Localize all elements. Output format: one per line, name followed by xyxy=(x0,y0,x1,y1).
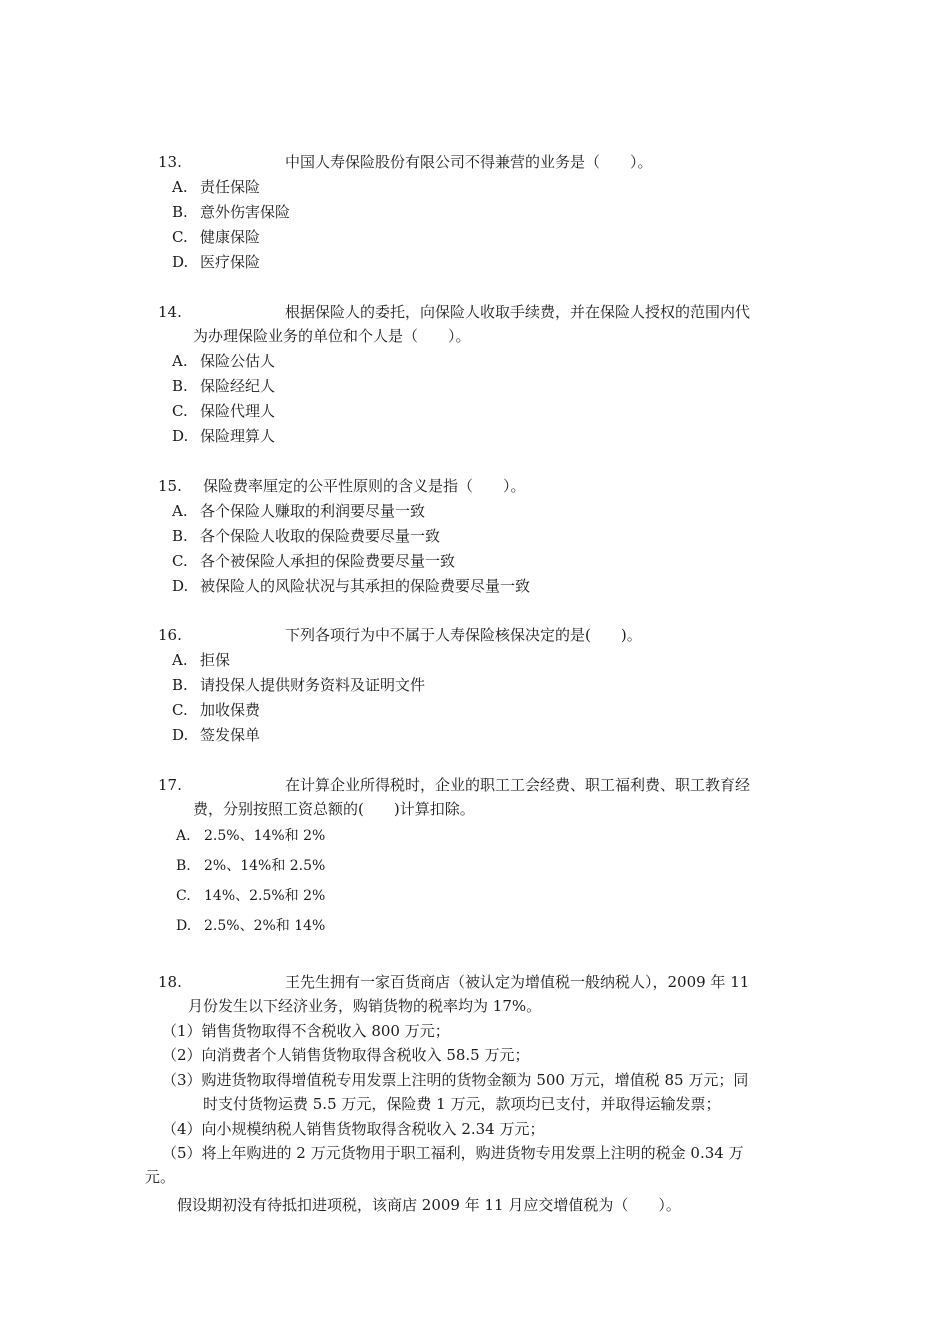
question-17-option-c: C. 14%、2.5%和 2% xyxy=(176,888,326,904)
question-13-option-a: A. 责任保险 xyxy=(172,178,261,196)
question-18-item-1: （1）销售货物取得不含税收入 800 万元； xyxy=(162,1022,450,1040)
question-14-stem-line-1: 根据保险人的委托，向保险人收取手续费，并在保险人授权的范围内代 xyxy=(285,303,751,321)
question-16-option-d: D. 签发保单 xyxy=(172,726,261,744)
question-16-option-a: A. 拒保 xyxy=(172,651,231,669)
question-14-stem-line-2: 为办理保险业务的单位和个人是（ ）。 xyxy=(193,327,471,345)
question-14-option-d: D. 保险理算人 xyxy=(172,427,276,445)
question-13-option-b: B. 意外伤害保险 xyxy=(172,203,291,221)
question-13-option-c: C. 健康保险 xyxy=(172,228,261,246)
question-17-option-d: D. 2.5%、2%和 14% xyxy=(176,918,326,934)
question-14-option-b: B. 保险经纪人 xyxy=(172,377,276,395)
question-17-stem-line-1: 在计算企业所得税时，企业的职工工会经费、职工福利费、职工教育经 xyxy=(285,776,751,794)
question-18-item-5-continued: 元。 xyxy=(145,1168,176,1186)
question-16-option-c: C. 加收保费 xyxy=(172,701,261,719)
question-15-number: 15. xyxy=(158,477,182,495)
question-18-item-2: （2）向消费者个人销售货物取得含税收入 58.5 万元； xyxy=(162,1046,530,1064)
question-15-stem: 保险费率厘定的公平性原则的含义是指（ ）。 xyxy=(203,477,526,495)
question-15-option-d: D. 被保险人的风险状况与其承担的保险费要尽量一致 xyxy=(172,577,531,595)
question-14-option-a: A. 保险公估人 xyxy=(172,352,276,370)
question-18-stem-line-1: 王先生拥有一家百货商店（被认定为增值税一般纳税人），2009 年 11 xyxy=(285,973,750,991)
question-17-number: 17. xyxy=(158,776,182,794)
question-17-stem-line-2: 费，分别按照工资总额的( )计算扣除。 xyxy=(193,800,475,818)
question-14-option-c: C. 保险代理人 xyxy=(172,402,276,420)
question-14-number: 14. xyxy=(158,303,182,321)
question-17-option-b: B. 2%、14%和 2.5% xyxy=(176,858,326,874)
question-13-stem: 中国人寿保险股份有限公司不得兼营的业务是（ ）。 xyxy=(285,153,653,171)
question-15-option-b: B. 各个保险人收取的保险费要尽量一致 xyxy=(172,527,441,545)
question-18-item-3: （3）购进货物取得增值税专用发票上注明的货物金额为 500 万元，增值税 85 万元；同 xyxy=(162,1071,749,1089)
question-18-closing: 假设期初没有待抵扣进项税，该商店 2009 年 11 月应交增值税为（ ）。 xyxy=(177,1196,681,1214)
question-15-option-c: C. 各个被保险人承担的保险费要尽量一致 xyxy=(172,552,456,570)
question-18-item-3-continued: 时支付货物运费 5.5 万元，保险费 1 万元，款项均已支付，并取得运输发票； xyxy=(203,1095,721,1113)
question-13-number: 13. xyxy=(158,153,182,171)
question-16-number: 16. xyxy=(158,626,182,644)
question-17-option-a: A. 2.5%、14%和 2% xyxy=(176,828,326,844)
question-16-option-b: B. 请投保人提供财务资料及证明文件 xyxy=(172,676,426,694)
question-18-item-5: （5）将上年购进的 2 万元货物用于职工福利，购进货物专用发票上注明的税金 0.34 万 xyxy=(162,1144,744,1162)
question-15-option-a: A. 各个保险人赚取的利润要尽量一致 xyxy=(172,502,426,520)
question-16-stem: 下列各项行为中不属于人寿保险核保决定的是( )。 xyxy=(285,626,642,644)
question-13-option-d: D. 医疗保险 xyxy=(172,253,261,271)
question-18-stem-line-2: 月份发生以下经济业务，购销货物的税率均为 17%。 xyxy=(188,997,542,1015)
question-18-number: 18. xyxy=(158,973,182,991)
question-18-item-4: （4）向小规模纳税人销售货物取得含税收入 2.34 万元； xyxy=(162,1120,545,1138)
